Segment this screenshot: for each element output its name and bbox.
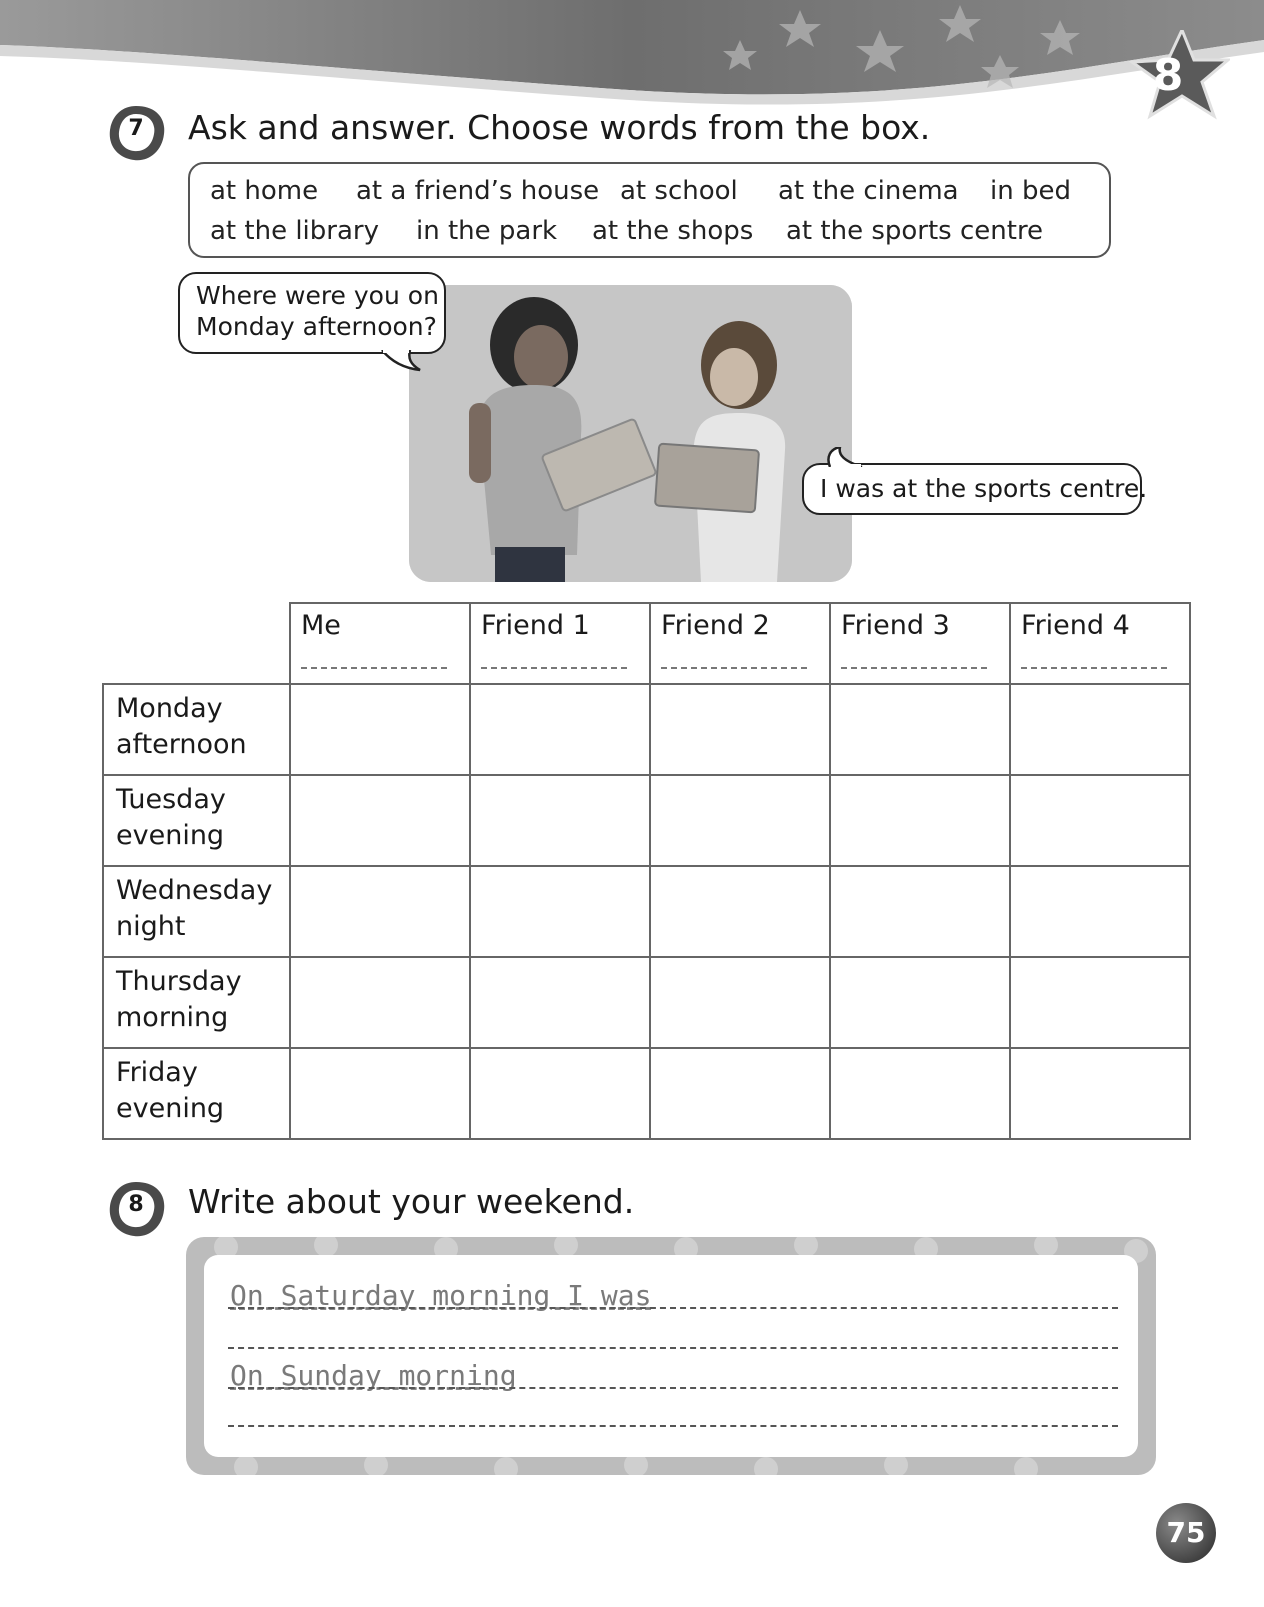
name-write-line[interactable]	[301, 667, 447, 669]
word-item: at the cinema	[778, 176, 959, 206]
column-header	[1010, 603, 1190, 684]
name-write-line[interactable]	[1021, 667, 1167, 669]
table-corner	[103, 603, 290, 684]
table-row	[103, 957, 1190, 1048]
exercise-8-badge	[104, 1178, 168, 1240]
answer-cell[interactable]	[650, 866, 830, 957]
question-speech-bubble	[178, 272, 446, 354]
word-item: in bed	[990, 176, 1071, 206]
word-item: at the sports centre	[786, 216, 1044, 246]
answer-cell[interactable]	[830, 957, 1010, 1048]
row-label-line-2: evening	[116, 820, 225, 851]
girls-with-clipboards-illustration	[409, 285, 852, 582]
row-label-line-1: Friday	[116, 1057, 198, 1088]
question-line-2: Monday afternoon?	[196, 312, 437, 341]
question-line-1: Where were you on	[196, 281, 439, 310]
column-header	[830, 603, 1010, 684]
row-label-line-1: Thursday	[116, 966, 242, 997]
row-label-line-1: Tuesday	[116, 784, 226, 815]
table-row	[103, 775, 1190, 866]
answer-cell[interactable]	[1010, 684, 1190, 775]
write-line[interactable]	[228, 1425, 1118, 1427]
row-label-line-1: Monday	[116, 693, 223, 724]
two-girls-photo	[409, 285, 852, 582]
answer-cell[interactable]	[830, 866, 1010, 957]
write-line[interactable]	[228, 1347, 1118, 1349]
name-write-line[interactable]	[661, 667, 807, 669]
word-item: at the library	[210, 216, 379, 246]
word-item: at a friend’s house	[356, 176, 600, 206]
answer-cell[interactable]	[1010, 1048, 1190, 1139]
writing-area[interactable]	[204, 1255, 1138, 1457]
table-row	[103, 1048, 1190, 1139]
answer-cell[interactable]	[470, 866, 650, 957]
row-label-line-2: afternoon	[116, 729, 247, 760]
answer-cell[interactable]	[290, 775, 470, 866]
answer-cell[interactable]	[830, 684, 1010, 775]
name-write-line[interactable]	[481, 667, 627, 669]
column-header-label: Friend 2	[661, 610, 770, 641]
row-label	[103, 684, 290, 775]
bubble-tail-icon	[822, 447, 866, 467]
activity-table	[102, 602, 1191, 1140]
row-label	[103, 775, 290, 866]
row-label-line-2: morning	[116, 1002, 229, 1033]
answer-cell[interactable]	[290, 1048, 470, 1139]
answer-text: I was at the sports centre.	[820, 474, 1148, 503]
table-header-row	[103, 603, 1190, 684]
writing-panel	[186, 1237, 1156, 1475]
word-box	[188, 162, 1111, 258]
answer-cell[interactable]	[470, 1048, 650, 1139]
answer-cell[interactable]	[830, 1048, 1010, 1139]
answer-cell[interactable]	[290, 957, 470, 1048]
column-header-label: Friend 4	[1021, 610, 1130, 641]
answer-cell[interactable]	[650, 775, 830, 866]
row-label	[103, 957, 290, 1048]
table-row	[103, 684, 1190, 775]
row-label-line-2: evening	[116, 1093, 225, 1124]
exercise-8-title: Write about your weekend.	[188, 1182, 635, 1221]
column-header	[290, 603, 470, 684]
answer-cell[interactable]	[830, 775, 1010, 866]
word-item: at school	[620, 176, 738, 206]
answer-cell[interactable]	[470, 775, 650, 866]
column-header	[470, 603, 650, 684]
write-line[interactable]	[228, 1387, 1118, 1389]
column-header-label: Me	[301, 610, 341, 641]
answer-cell[interactable]	[470, 684, 650, 775]
exercise-7-title: Ask and answer. Choose words from the box.	[188, 108, 931, 147]
answer-cell[interactable]	[470, 957, 650, 1048]
page-number: 75	[1166, 1516, 1206, 1549]
answer-cell[interactable]	[650, 957, 830, 1048]
word-item: at home	[210, 176, 319, 206]
table-row	[103, 866, 1190, 957]
answer-cell[interactable]	[1010, 866, 1190, 957]
column-header-label: Friend 1	[481, 610, 590, 641]
answer-cell[interactable]	[650, 1048, 830, 1139]
name-write-line[interactable]	[841, 667, 987, 669]
row-label	[103, 1048, 290, 1139]
unit-number: 8	[1152, 50, 1184, 101]
row-label-line-1: Wednesday	[116, 875, 273, 906]
write-line[interactable]	[228, 1307, 1118, 1309]
prompt-sunday: On Sunday morning	[230, 1359, 517, 1392]
row-label	[103, 866, 290, 957]
word-item: at the shops	[592, 216, 754, 246]
prompt-saturday: On Saturday morning I was	[230, 1279, 652, 1312]
answer-cell[interactable]	[290, 866, 470, 957]
word-item: in the park	[416, 216, 558, 246]
answer-cell[interactable]	[1010, 775, 1190, 866]
answer-cell[interactable]	[650, 684, 830, 775]
exercise-7-badge	[104, 102, 168, 164]
answer-speech-bubble	[802, 463, 1148, 515]
bubble-tail-icon	[380, 350, 424, 372]
answer-cell[interactable]	[1010, 957, 1190, 1048]
exercise-number: 8	[128, 1192, 144, 1217]
column-header-label: Friend 3	[841, 610, 950, 641]
exercise-number: 7	[128, 116, 144, 141]
answer-cell[interactable]	[290, 684, 470, 775]
column-header	[650, 603, 830, 684]
row-label-line-2: night	[116, 911, 186, 942]
